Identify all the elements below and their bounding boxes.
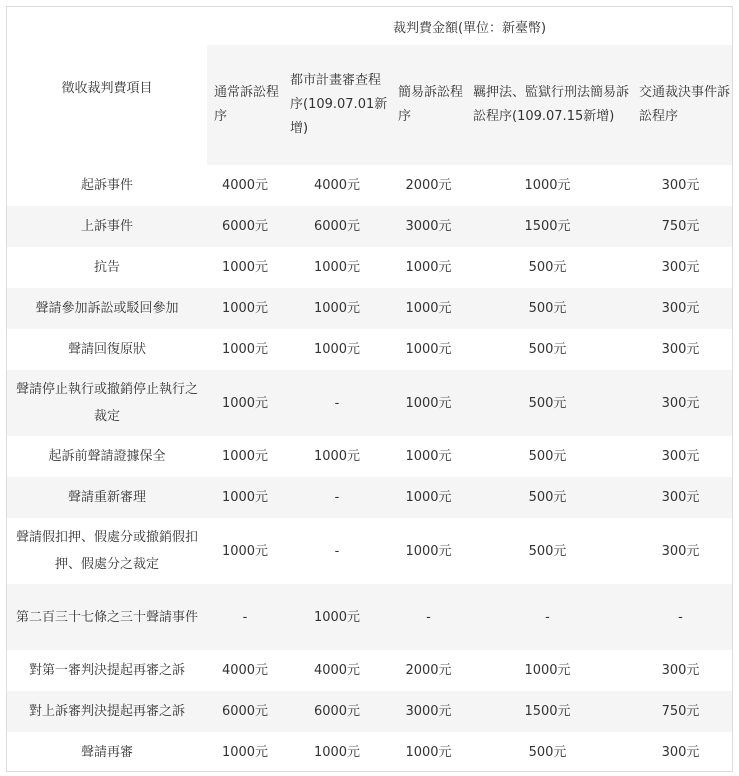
fee-cell: 1000元 [283,288,391,329]
fee-cell: 1000元 [207,288,283,329]
fee-cell: 300元 [629,288,732,329]
fee-cell: 1000元 [405,543,452,559]
fee-cell: 3000元 [391,206,466,247]
fee-cell: 2000元 [405,663,452,678]
fee-cell: 1000元 [524,663,571,678]
court-fee-table [7,7,732,772]
table-row [7,165,732,206]
fee-cell: 1000元 [313,449,361,464]
column-header: 都市計畫審查程序(109.07.01新增) [283,45,391,165]
fee-cell: 1000元 [313,260,361,275]
row-item-label: 聲請參加訴訟或駁回參加 [7,288,207,329]
column-header: 簡易訴訟程序 [391,45,466,165]
fee-cell: 1000元 [221,745,269,760]
fee-cell: 4000元 [221,178,269,193]
fee-cell: 300元 [661,260,700,275]
fee-cell: 300元 [629,477,732,518]
table-row [7,650,732,691]
fee-table-frame [6,6,733,772]
column-header: 羈押法、監獄行刑法簡易訴訟程序(109.07.15新增) [466,45,629,165]
fee-cell: 1000元 [313,745,361,760]
table-row [7,477,732,518]
fee-cell: 1000元 [221,342,269,357]
amount-header: 裁判費金額(單位：新臺幣) [392,20,547,36]
fee-cell: 500元 [528,260,567,275]
fee-cell: - [207,584,283,650]
table-body [7,165,732,772]
fee-cell: 1500元 [466,691,629,732]
fee-cell: 300元 [661,543,700,559]
fee-cell: 4000元 [313,178,361,193]
fee-cell: 750元 [629,691,732,732]
fee-cell: 6000元 [283,691,391,732]
table-row [7,436,732,477]
row-item-label: 第二百三十七條之三十聲請事件 [7,584,207,650]
fee-cell: 300元 [661,663,700,678]
fee-cell: - [466,584,629,650]
fee-cell: 300元 [661,342,700,357]
fee-cell: 6000元 [283,206,391,247]
fee-cell: 500元 [466,288,629,329]
table-row [7,329,732,370]
row-item-label: 上訴事件 [7,206,207,247]
fee-cell: 1000元 [221,449,269,464]
fee-cell: 1000元 [221,260,269,275]
fee-cell: 1500元 [466,206,629,247]
fee-cell: 300元 [661,178,700,193]
fee-cell: - [283,477,391,518]
table-row [7,247,732,288]
fee-cell: 1000元 [283,584,391,650]
fee-cell: 750元 [629,206,732,247]
column-header: 通常訴訟程序 [207,45,283,165]
row-item-label: 抗告 [93,260,120,275]
row-item-label: 聲請假扣押、假處分或撤銷假扣押、假處分之裁定 [15,530,198,572]
fee-cell: 1000元 [391,288,466,329]
table-row [7,288,732,329]
row-item-label: 起訴前聲請證據保全 [48,449,166,464]
fee-cell: - [391,584,466,650]
fee-cell: 4000元 [221,663,269,678]
fee-cell: 300元 [661,745,700,760]
fee-cell: - [334,543,340,559]
row-item-label: 聲請重新審理 [7,477,207,518]
fee-cell: 1000元 [221,543,269,559]
fee-cell: 4000元 [313,663,361,678]
fee-cell: 1000元 [207,370,283,436]
table-row [7,518,732,584]
fee-cell: 1000元 [405,342,452,357]
fee-cell: 3000元 [391,691,466,732]
table-row [7,584,732,650]
fee-cell: 500元 [466,370,629,436]
fee-cell: 500元 [528,543,567,559]
fee-cell: 500元 [528,449,567,464]
fee-cell: 1000元 [405,449,452,464]
fee-cell: 500元 [466,477,629,518]
fee-cell: 6000元 [207,206,283,247]
column-header: 交通裁決事件訴訟程序 [629,45,732,165]
fee-cell: 1000元 [405,260,452,275]
fee-cell: 2000元 [405,178,452,193]
fee-cell: 1000元 [391,477,466,518]
row-item-label: 對第一審判決提起再審之訴 [28,663,185,678]
row-item-label: 聲請回復原狀 [67,342,146,357]
header-row-top [7,7,732,45]
table-row [7,691,732,732]
row-item-label: 起訴事件 [80,178,133,193]
fee-cell: 300元 [661,449,700,464]
fee-cell: 6000元 [207,691,283,732]
fee-cell: 1000元 [313,342,361,357]
table-row [7,732,732,772]
row-item-label: 聲請停止執行或撤銷停止執行之裁定 [7,370,207,436]
table-row [7,370,732,436]
fee-cell: - [283,370,391,436]
table-row [7,206,732,247]
item-header: 徵收裁判費項目 [7,7,207,165]
fee-cell: 1000元 [405,745,452,760]
fee-cell: 1000元 [524,178,571,193]
fee-cell: 300元 [629,370,732,436]
fee-cell: 500元 [528,745,567,760]
fee-cell: - [629,584,732,650]
row-item-label: 對上訴審判決提起再審之訴 [7,691,207,732]
fee-cell: 500元 [528,342,567,357]
fee-cell: 1000元 [207,477,283,518]
fee-cell: 1000元 [391,370,466,436]
row-item-label: 聲請再審 [80,745,133,760]
